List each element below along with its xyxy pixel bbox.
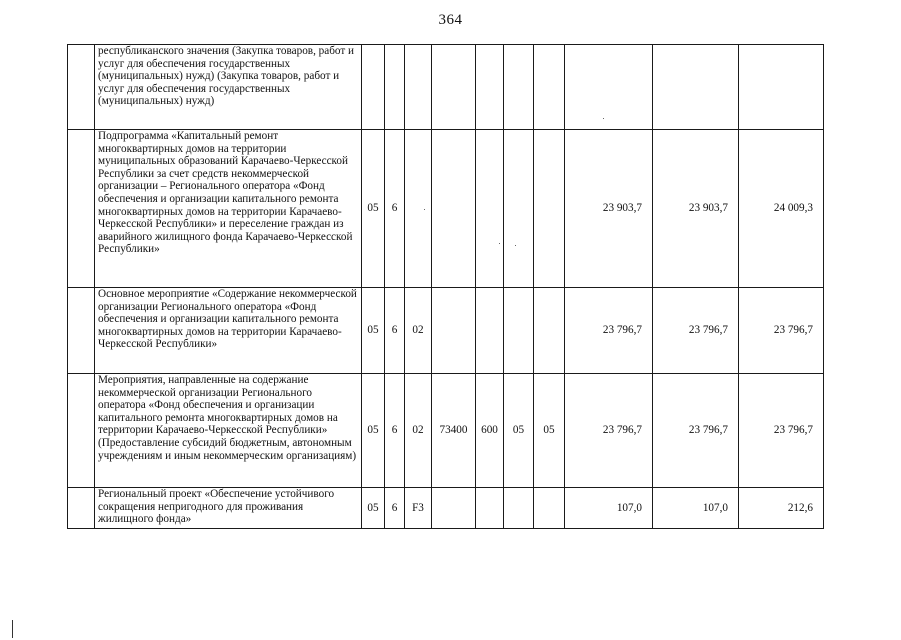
amount-cell: 23 796,7 (739, 288, 824, 374)
amount-cell: 23 796,7 (739, 374, 824, 488)
amount-cell: 23 796,7 (565, 374, 653, 488)
amount-cell: 107,0 (565, 488, 653, 529)
scan-speck (424, 209, 425, 210)
code-cell: 02 (405, 374, 432, 488)
code-cell (504, 288, 534, 374)
amount-cell: 24 009,3 (739, 130, 824, 288)
code-cell: 05 (362, 288, 385, 374)
amount-cell (565, 45, 653, 130)
page-number: 364 (438, 12, 463, 28)
code-cell (476, 288, 504, 374)
code-cell (432, 488, 476, 529)
scan-edge-mark (12, 620, 13, 638)
row-name-cell: Основное мероприятие «Содержание некоммерческой организации Регионального оператора «Фонд обеспечения и организации капитального ремонта многоквартирных домов на территории Карачаево-Черкесской Республики» (95, 288, 362, 374)
code-cell: 05 (362, 374, 385, 488)
code-cell (476, 488, 504, 529)
code-cell (405, 45, 432, 130)
row-name-cell: Подпрограмма «Капитальный ремонт многоквартирных домов на территории муниципальных образований Карачаево-Черкесской Республики за счет средств некоммерческой организации – Регионального оператора «Фонд обеспечения и организации капитального ремонта многоквартирных домов на территории Карачаево-Черкесской Республики» и переселение граждан из аварийного жилищного фонда Карачаево-Черкесской Республики» (95, 130, 362, 288)
row-index-cell (68, 45, 95, 130)
code-cell (432, 45, 476, 130)
code-cell: 05 (504, 374, 534, 488)
scan-speck (499, 243, 500, 244)
code-cell: 05 (534, 374, 565, 488)
table-row (68, 130, 824, 288)
amount-cell: 23 903,7 (653, 130, 739, 288)
code-cell: 6 (385, 288, 405, 374)
code-cell (385, 45, 405, 130)
table-row (68, 374, 824, 488)
code-cell (534, 130, 565, 288)
code-cell (432, 288, 476, 374)
scan-speck (603, 118, 604, 119)
amount-cell (739, 45, 824, 130)
code-cell: 600 (476, 374, 504, 488)
amount-cell: 107,0 (653, 488, 739, 529)
amount-cell: 23 796,7 (653, 374, 739, 488)
row-index-cell (68, 288, 95, 374)
amount-cell (653, 45, 739, 130)
row-index-cell (68, 130, 95, 288)
code-cell (432, 130, 476, 288)
code-cell: F3 (405, 488, 432, 529)
code-cell (476, 45, 504, 130)
code-cell (362, 45, 385, 130)
code-cell: 73400 (432, 374, 476, 488)
row-name-cell: Региональный проект «Обеспечение устойчивого сокращения непригодного для проживания жилищного фонда» (95, 488, 362, 529)
code-cell: 02 (405, 288, 432, 374)
code-cell: 05 (362, 130, 385, 288)
scan-speck (515, 245, 516, 246)
code-cell: 6 (385, 488, 405, 529)
row-name-cell: Мероприятия, направленные на содержание некоммерческой организации Регионального оператора «Фонд обеспечения и организации капитального ремонта многоквартирных домов на территории Карачаево-Черкесской Республики» (Предоставление субсидий бюджетным, автономным учреждениям и иным некоммерческим организациям) (95, 374, 362, 488)
code-cell: 6 (385, 374, 405, 488)
amount-cell: 212,6 (739, 488, 824, 529)
code-cell (476, 130, 504, 288)
code-cell (534, 45, 565, 130)
code-cell (504, 488, 534, 529)
row-name-cell: республиканского значения (Закупка товаров, работ и услуг для обеспечения государственных (муниципальных) нужд) (Закупка товаров, работ и услуг для обеспечения государственных (муниципальных) нужд) (95, 45, 362, 130)
amount-cell: 23 903,7 (565, 130, 653, 288)
code-cell (504, 45, 534, 130)
code-cell (405, 130, 432, 288)
table-row (68, 45, 824, 130)
code-cell (534, 488, 565, 529)
table-row (68, 488, 824, 529)
row-index-cell (68, 374, 95, 488)
code-cell: 05 (362, 488, 385, 529)
amount-cell: 23 796,7 (653, 288, 739, 374)
code-cell (534, 288, 565, 374)
amount-cell: 23 796,7 (565, 288, 653, 374)
table-row (68, 288, 824, 374)
row-index-cell (68, 488, 95, 529)
code-cell: 6 (385, 130, 405, 288)
code-cell (504, 130, 534, 288)
budget-table (67, 44, 824, 529)
